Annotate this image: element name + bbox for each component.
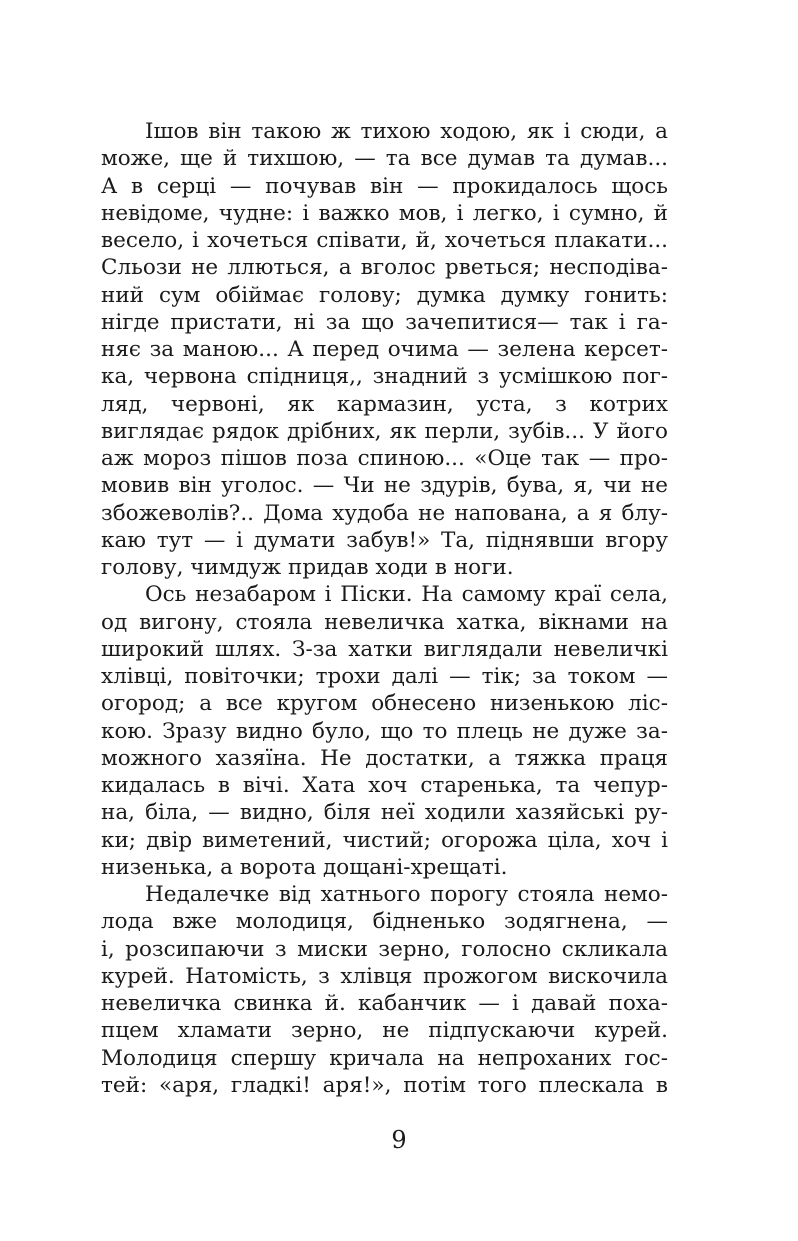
text-line: кою. Зразу видно було, що то плець не дуже за-	[101, 718, 668, 744]
paragraph	[101, 881, 668, 1099]
text-line: пцем хламати зерно, не підпускаючи курей.	[101, 1018, 668, 1044]
text-line: няє за маною... А перед очима — зелена керсет-	[101, 337, 668, 362]
text-line: лода вже молодиця, бідненько зодягнена, —	[101, 909, 668, 935]
text-line: можного хазяїна. Не достатки, а тяжка праця	[101, 745, 668, 771]
text-line: на, біла, — видно, біля неї ходили хазяйські ру-	[101, 800, 668, 826]
paragraph	[101, 581, 668, 881]
text-line: Ось незабаром і Піски. На самому краї села,	[145, 582, 668, 608]
text-line: кидалась в вічі. Хата хоч старенька, та чепур-	[101, 773, 668, 798]
text-line: ний сум обіймає голову; думка думку гонить:	[101, 282, 668, 308]
body-text	[101, 118, 668, 1099]
text-line: Недалечке від хатнього порогу стояла немо-	[145, 882, 668, 907]
text-line: ка, червона спідниця,, знадний з усмішкою пог-	[101, 364, 668, 390]
paragraph	[101, 118, 668, 581]
text-line: широкий шлях. З-за хатки виглядали невеличкі	[101, 636, 668, 662]
text-line: огород; а все кругом обнесено низенькою ліс-	[101, 691, 668, 717]
text-line: од вигону, стояла невеличка хатка, вікнами на	[101, 609, 668, 635]
text-line: нігде пристати, ні за що зачепитися— так і га-	[101, 309, 668, 335]
text-line: весело, і хочеться співати, й, хочеться плакати...	[101, 228, 668, 253]
text-line: аж мороз пішов поза спиною... «Оце так — про-	[101, 446, 668, 471]
text-line: ляд, червоні, як кармазин, уста, з котрих	[101, 391, 668, 417]
text-line: каю тут — і думати забув!» Та, піднявши вгору	[101, 527, 668, 553]
text-line: А в серці — почував він — прокидалось щось	[101, 173, 668, 199]
text-line: мовив він уголос. — Чи не здурів, бува, я, чи не	[101, 473, 668, 499]
text-line: голову, чимдуж придав ходи в ноги.	[101, 555, 514, 580]
text-line: невеличка свинка й. кабанчик — і давай поха-	[101, 991, 668, 1016]
text-line: виглядає рядок дрібних, як перли, зубів... У його	[101, 418, 668, 444]
text-line: тей: «аря, гладкі! аря!», потім того плескала в	[101, 1072, 668, 1098]
text-line: і, розсипаючи з миски зерно, голосно скликала	[101, 936, 668, 962]
text-line: низенька, а ворота дощані-хрещаті.	[101, 854, 508, 880]
page-number: 9	[391, 1126, 407, 1154]
text-line: Молодиця спершу кричала на непроханих гос-	[101, 1045, 668, 1071]
text-line: ки; двір виметений, чистий; огорожа ціла, хоч і	[101, 827, 668, 853]
text-line: може, ще й тихшою, — та все думав та думав...	[101, 146, 668, 172]
text-line: хлівці, повіточки; трохи далі — тік; за током —	[101, 664, 668, 689]
text-line: невідоме, чудне: і важко мов, і легко, і сумно, й	[101, 200, 668, 226]
text-line: Ішов він такою ж тихою ходою, як і сюди, а	[145, 119, 668, 144]
text-line: Сльози не ллються, а вголос рветься; несподіва-	[101, 255, 668, 281]
text-line: збожеволів?.. Дома худоба не напована, а я блу-	[101, 500, 668, 526]
text-line: курей. Натомість, з хлівця прожогом вискочила	[101, 963, 668, 989]
